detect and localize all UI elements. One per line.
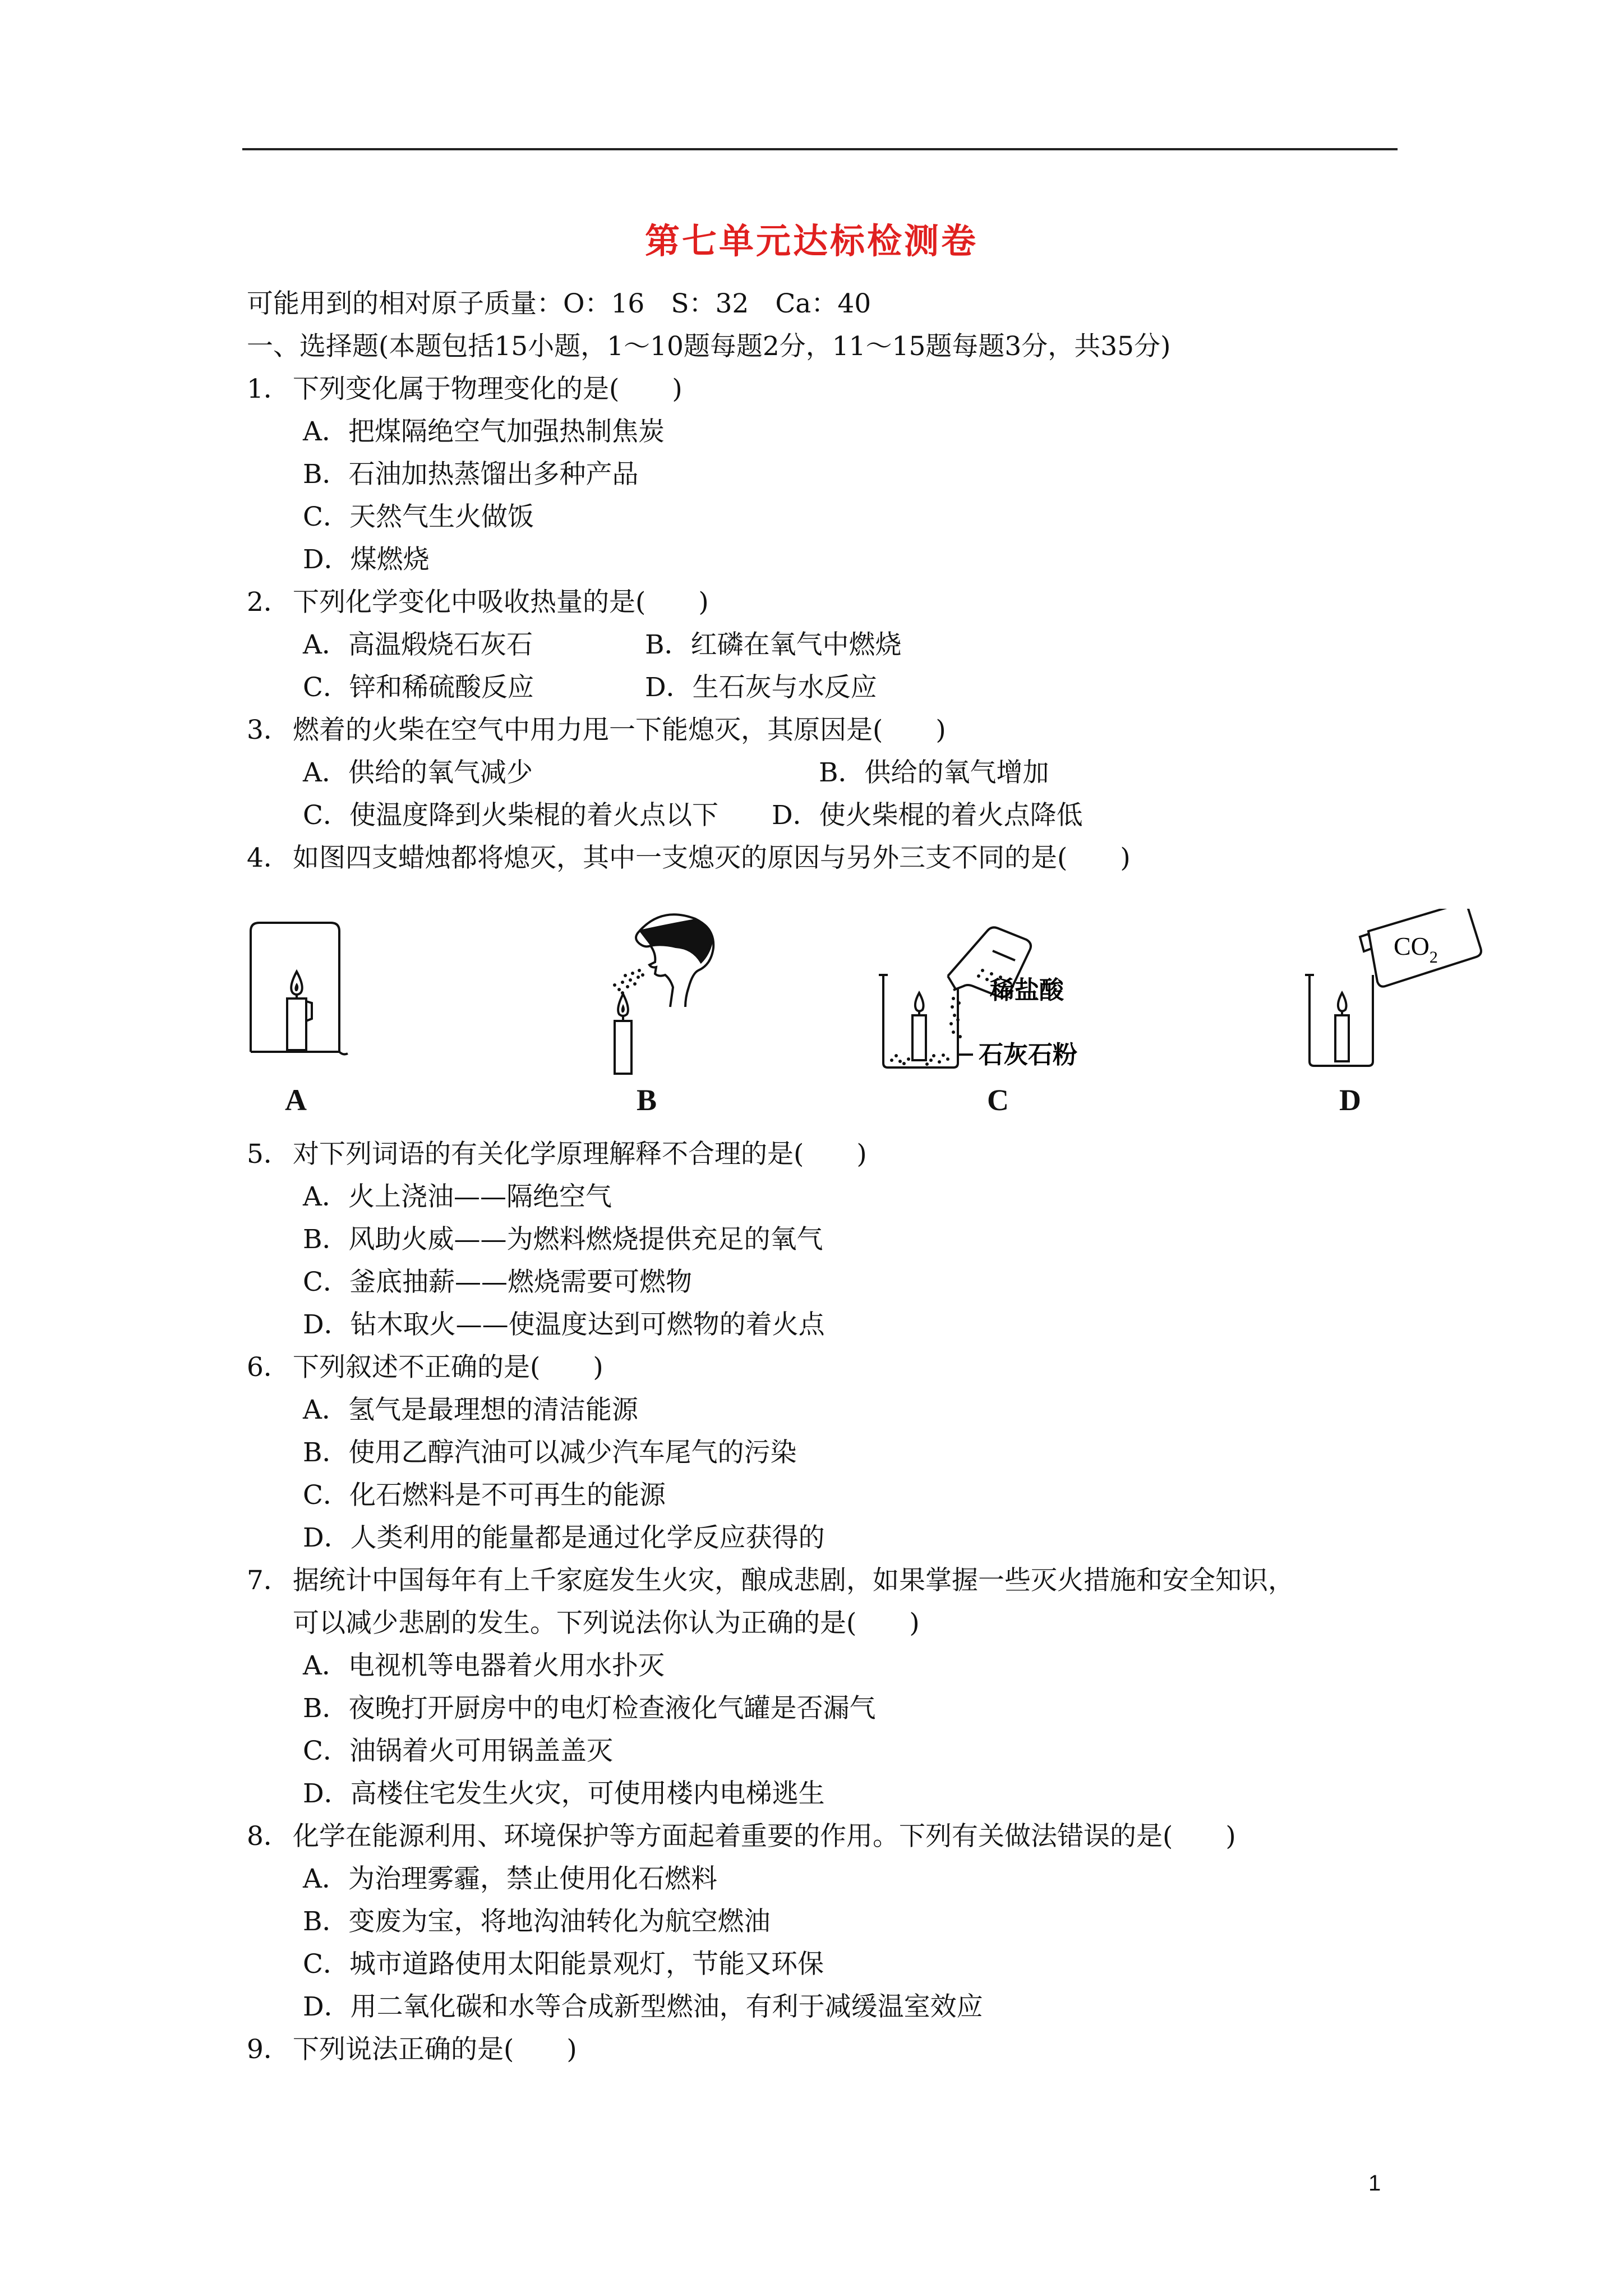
question-text: 下列化学变化中吸收热量的是( ): [293, 587, 709, 618]
question-7-cont: 可以减少悲剧的发生。下列说法你认为正确的是( ): [293, 1608, 920, 1639]
figure-a-bell-jar: [251, 923, 348, 1054]
option-1b: B．石油加热蒸馏出多种产品: [303, 459, 639, 490]
option-5a: A．火上浇油——隔绝空气: [303, 1181, 612, 1212]
powder-label: 石灰石粉: [979, 1041, 1077, 1069]
question-number: 6．: [247, 1352, 290, 1383]
figure-b-blowing: [613, 914, 713, 1074]
acid-label: 稀盐酸: [990, 976, 1064, 1005]
figure-label-a: A: [285, 1083, 307, 1117]
question-text: 下列叙述不正确的是( ): [293, 1352, 603, 1383]
option-3d: D．使火柴棍的着火点降低: [772, 800, 1083, 831]
question-number: 3．: [247, 715, 290, 746]
option-1c: C．天然气生火做饭: [303, 501, 534, 532]
figure-label-d: D: [1339, 1083, 1361, 1117]
option-8b: B．变废为宝，将地沟油转化为航空燃油: [303, 1906, 771, 1937]
question-number: 8．: [247, 1821, 290, 1852]
option-3a: A．供给的氧气减少: [303, 757, 533, 788]
option-7d: D．高楼住宅发生火灾，可使用楼内电梯逃生: [303, 1778, 825, 1809]
atomic-mass-line: 可能用到的相对原子质量：O：16 S：32 Ca：40: [247, 288, 872, 319]
question-text: 对下列词语的有关化学原理解释不合理的是( ): [293, 1139, 867, 1170]
option-5d: D．钻木取火——使温度达到可燃物的着火点: [303, 1309, 825, 1340]
question-1: [247, 372, 683, 406]
option-8c: C．城市道路使用太阳能景观灯，节能又环保: [303, 1949, 824, 1980]
option-2c: C．锌和稀硫酸反应: [303, 672, 534, 703]
question-number: 7．: [247, 1565, 290, 1596]
section-heading: 一、选择题(本题包括15小题，1～10题每题2分，11～15题每题3分，共35分): [247, 331, 1171, 362]
option-7c: C．油锅着火可用锅盖盖灭: [303, 1736, 613, 1766]
co2-label: $CO_2$: [1394, 932, 1438, 967]
option-7b: B．夜晚打开厨房中的电灯检查液化气罐是否漏气: [303, 1693, 876, 1724]
question-3: [247, 714, 946, 747]
option-8a: A．为治理雾霾，禁止使用化石燃料: [303, 1864, 717, 1894]
question-text: 下列说法正确的是( ): [293, 2034, 577, 2065]
figure-label-b: B: [637, 1083, 657, 1117]
question-8: [247, 1820, 1236, 1853]
option-8d: D．用二氧化碳和水等合成新型燃油，有利于减缓温室效应: [303, 1991, 983, 2022]
question-number: 4．: [247, 843, 290, 873]
option-7a: A．电视机等电器着火用水扑灭: [303, 1650, 665, 1681]
option-6d: D．人类利用的能量都是通过化学反应获得的: [303, 1522, 825, 1553]
question-text: 化学在能源利用、环境保护等方面起着重要的作用。下列有关做法错误的是( ): [293, 1821, 1236, 1852]
question-text: 据统计中国每年有上千家庭发生火灾，酿成悲剧，如果掌握一些灭火措施和安全知识，: [293, 1565, 1294, 1596]
question-number: 2．: [247, 587, 290, 618]
question-6: [247, 1351, 603, 1384]
option-6b: B．使用乙醇汽油可以减少汽车尾气的污染: [303, 1437, 797, 1468]
question-2: [247, 586, 709, 619]
question-text: 燃着的火柴在空气中用力甩一下能熄灭，其原因是( ): [293, 715, 946, 746]
option-2b: B．红磷在氧气中燃烧: [645, 629, 902, 660]
question-number: 9．: [247, 2034, 290, 2065]
question-4: [247, 841, 1131, 875]
question-number: 5．: [247, 1139, 290, 1170]
question-5: [247, 1138, 867, 1171]
question-9: [247, 2033, 577, 2067]
option-5b: B．风助火威——为燃料燃烧提供充足的氧气: [303, 1224, 823, 1255]
option-3b: B．供给的氧气增加: [819, 757, 1049, 788]
question-text: 下列变化属于物理变化的是( ): [293, 374, 683, 404]
question-number: 1．: [247, 374, 290, 404]
option-1d: D．煤燃烧: [303, 544, 430, 575]
figure-d-co2-beaker: [1305, 909, 1481, 1066]
option-1a: A．把煤隔绝空气加强热制焦炭: [303, 416, 665, 447]
option-3c: C．使温度降到火柴棍的着火点以下: [303, 800, 718, 831]
option-6c: C．化石燃料是不可再生的能源: [303, 1480, 666, 1511]
figure-label-c: C: [987, 1083, 1009, 1117]
question-text: 如图四支蜡烛都将熄灭，其中一支熄灭的原因与另外三支不同的是( ): [293, 843, 1131, 873]
option-2a: A．高温煅烧石灰石: [303, 629, 533, 660]
option-2d: D．生石灰与水反应: [645, 672, 877, 703]
option-5c: C．釜底抽薪——燃烧需要可燃物: [303, 1267, 692, 1297]
candle-figure: [0, 909, 1623, 1156]
page-number: 1: [1368, 2171, 1381, 2196]
question-7: [247, 1564, 1294, 1598]
header-rule: [242, 148, 1398, 150]
page-title: 第七单元达标检测卷: [644, 220, 978, 261]
option-6a: A．氢气是最理想的清洁能源: [303, 1395, 638, 1425]
